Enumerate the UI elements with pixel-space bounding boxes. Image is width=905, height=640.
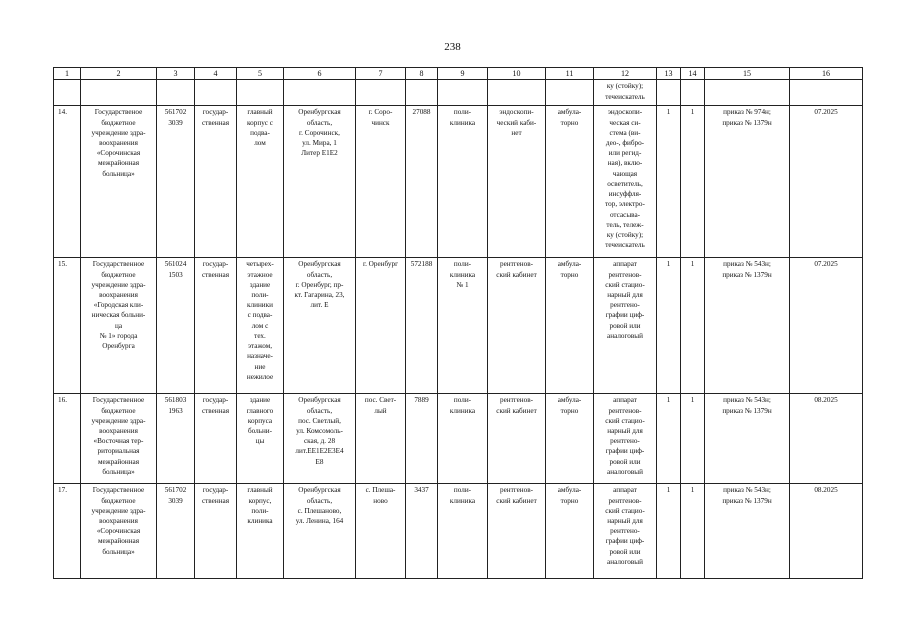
table-cell: рентгенов- ский кабинет — [488, 258, 546, 394]
table-cell: 572188 — [406, 258, 438, 394]
table-cell — [195, 80, 237, 106]
table-cell: приказ № 543н; приказ № 1379н — [705, 484, 790, 579]
table-cell: 10 — [488, 68, 546, 80]
table-cell: 16. — [54, 394, 81, 484]
table-row — [54, 258, 863, 394]
table-cell: 15. — [54, 258, 81, 394]
table-cell: Оренбургская область, г. Оренбург, пр- кт. Гагарина, 23, лит. Е — [284, 258, 356, 394]
table-cell: четырех- этажное здание поли- клиники с подва- лом с тех. этажом, назначе- ние нежилое — [237, 258, 284, 394]
table-cell — [657, 80, 681, 106]
table-cell — [284, 80, 356, 106]
table-header-row — [54, 68, 863, 80]
table-cell: здание главного корпуса больни- цы — [237, 394, 284, 484]
table-cell: амбула- торно — [546, 394, 594, 484]
table-cell: 12 — [594, 68, 657, 80]
table-cell: 3437 — [406, 484, 438, 579]
table-cell: 9 — [438, 68, 488, 80]
table-cell: 1 — [657, 484, 681, 579]
table-cell: аппарат рентгенов- ский стацио- нарный для рентгено- графии циф- ровой или аналоговый — [594, 394, 657, 484]
table-cell: Государственное бюджетное учреждение здра- воохранения «Сорочинская межрайонная больница» — [81, 484, 157, 579]
table-cell: 1 — [681, 106, 705, 258]
table-cell: 1 — [681, 258, 705, 394]
table-row — [54, 484, 863, 579]
table-cell — [356, 80, 406, 106]
table-cell: 27088 — [406, 106, 438, 258]
table-cell: главный корпус с подва- лом — [237, 106, 284, 258]
table-cell: рентгенов- ский кабинет — [488, 394, 546, 484]
table-cell — [705, 80, 790, 106]
table-cell: Оренбургская область, с. Плешаново, ул. Ленина, 164 — [284, 484, 356, 579]
table-cell: 4 — [195, 68, 237, 80]
table-cell: рентгенов- ский кабинет — [488, 484, 546, 579]
table-cell — [406, 80, 438, 106]
table-cell: аппарат рентгенов- ский стацио- нарный для рентгено- графии циф- ровой или аналоговый — [594, 484, 657, 579]
table-cell: 1 — [681, 394, 705, 484]
table-cell: государ- ственная — [195, 484, 237, 579]
table-cell: 14. — [54, 106, 81, 258]
table-cell: г. Соро- чинск — [356, 106, 406, 258]
table-cell: Оренбургская область, г. Сорочинск, ул. Мира, 1 Литер Е1Е2 — [284, 106, 356, 258]
table-cell: Государственное бюджетное учреждение здра- воохранения «Восточная тер- риториальная межрайонная больница» — [81, 394, 157, 484]
table-cell — [237, 80, 284, 106]
table-cell — [157, 80, 195, 106]
table-cell — [54, 80, 81, 106]
table-cell: 1 — [681, 484, 705, 579]
table-cell — [790, 80, 863, 106]
table-cell: государ- ственная — [195, 106, 237, 258]
table-cell — [546, 80, 594, 106]
table-cell: амбула- торно — [546, 258, 594, 394]
table-cell: эндоскопи- ческая си- стема (ви- део-, фибро- или регид- ная), вклю- чающая осветитель, инсуффля- тор, электро- отсасыва- тель, тележ- ку (стойку); течеискатель — [594, 106, 657, 258]
table-cell: приказ № 543н; приказ № 1379н — [705, 394, 790, 484]
table-body — [54, 68, 863, 579]
table-cell: амбула- торно — [546, 106, 594, 258]
table-cell: поли- клиника — [438, 106, 488, 258]
equipment-table — [53, 67, 863, 579]
table-cell: государ- ственная — [195, 394, 237, 484]
table-cell: 561803 1963 — [157, 394, 195, 484]
table-cell: 6 — [284, 68, 356, 80]
table-cell: 1 — [657, 394, 681, 484]
table-cell: 7 — [356, 68, 406, 80]
table-cell: поли- клиника — [438, 484, 488, 579]
table-cell: поли- клиника — [438, 394, 488, 484]
table-cell: 13 — [657, 68, 681, 80]
table-cell: 1 — [54, 68, 81, 80]
table-row — [54, 394, 863, 484]
table-cell — [438, 80, 488, 106]
table-cell: амбула- торно — [546, 484, 594, 579]
table-cell: 1 — [657, 106, 681, 258]
table-cell: 17. — [54, 484, 81, 579]
table-cell: поли- клиника № 1 — [438, 258, 488, 394]
table-cell: 16 — [790, 68, 863, 80]
table-cell: главный корпус, поли- клиника — [237, 484, 284, 579]
table-row — [54, 106, 863, 258]
table-cell: 08.2025 — [790, 484, 863, 579]
table-cell: 7889 — [406, 394, 438, 484]
table-cell: Государственое бюджетное учреждение здра- воохранения «Сорочинская межрайонная больница» — [81, 106, 157, 258]
table-cell: 07.2025 — [790, 258, 863, 394]
table-cell: 5 — [237, 68, 284, 80]
table-cell — [488, 80, 546, 106]
table-cell: приказ № 543н; приказ № 1379н — [705, 258, 790, 394]
table-cell: Оренбургская область, пос. Светлый, ул. Комсомоль- ская, д. 28 лит.ЕЕ1Е2Е3Е4 Е8 — [284, 394, 356, 484]
table-cell — [81, 80, 157, 106]
table-cell: 15 — [705, 68, 790, 80]
table-cell: аппарат рентгенов- ский стацио- нарный для рентгено- графии циф- ровой или аналоговый — [594, 258, 657, 394]
table-cell: ку (стойку); течеискатель — [594, 80, 657, 106]
table-row-continuation — [54, 80, 863, 106]
table-cell: приказ № 974н; приказ № 1379н — [705, 106, 790, 258]
table-cell: государ- ственная — [195, 258, 237, 394]
table-cell: 561702 3039 — [157, 106, 195, 258]
table-cell: 11 — [546, 68, 594, 80]
table-cell: эндоскопи- ческий каби- нет — [488, 106, 546, 258]
table-cell: 14 — [681, 68, 705, 80]
table-cell: 2 — [81, 68, 157, 80]
table-cell: Государственное бюджетное учреждение здра- воохранения «Городская кли- ническая больни- ца № 1» города Оренбурга — [81, 258, 157, 394]
page-number: 238 — [444, 41, 461, 53]
table-cell: г. Оренбург — [356, 258, 406, 394]
table-cell: 561702 3039 — [157, 484, 195, 579]
table-cell: 07.2025 — [790, 106, 863, 258]
table-cell: 08.2025 — [790, 394, 863, 484]
table-cell: 3 — [157, 68, 195, 80]
table-cell — [681, 80, 705, 106]
table-cell: 1 — [657, 258, 681, 394]
table-cell: 561024 1503 — [157, 258, 195, 394]
table-cell: с. Плеша- ново — [356, 484, 406, 579]
table-cell: 8 — [406, 68, 438, 80]
table-cell: пос. Свет- лый — [356, 394, 406, 484]
